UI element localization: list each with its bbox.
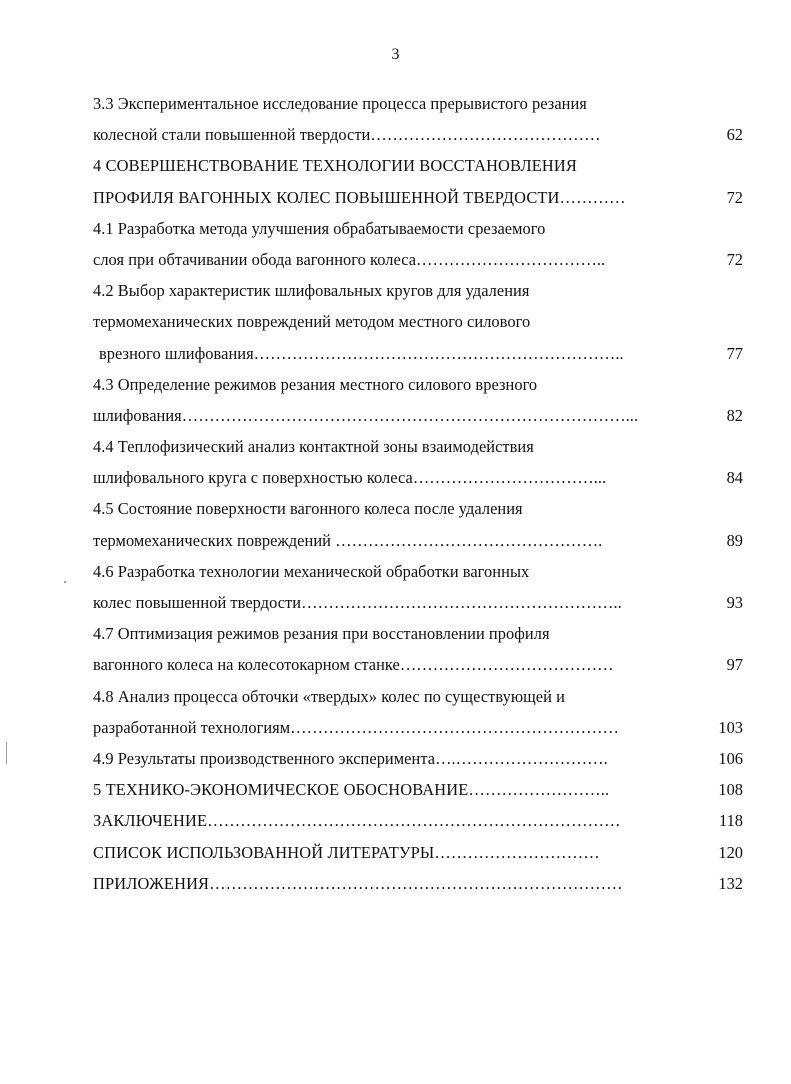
toc-line-text: 5 ТЕХНИКО-ЭКОНОМИЧЕСКОЕ ОБОСНОВАНИЕ…………………….. xyxy=(93,780,610,800)
toc-line-text: 4.8 Анализ процесса обточки «твердых» колес по существующей и xyxy=(93,686,565,706)
toc-line-page: 84 xyxy=(726,468,743,488)
toc-line xyxy=(93,150,743,181)
toc-line xyxy=(93,805,743,836)
toc-line xyxy=(93,244,743,275)
table-of-contents xyxy=(93,88,743,899)
toc-line-page: 97 xyxy=(726,655,743,675)
toc-line xyxy=(93,681,743,712)
toc-line xyxy=(93,774,743,805)
toc-line-text: термомеханических повреждений …………………………………………. xyxy=(93,530,603,550)
toc-line-page: 72 xyxy=(726,249,743,269)
toc-line-page: 103 xyxy=(718,717,743,737)
toc-line xyxy=(93,182,743,213)
toc-line xyxy=(93,525,743,556)
toc-line-text: 4.7 Оптимизация режимов резания при восстановлении профиля xyxy=(93,624,550,644)
toc-line xyxy=(93,462,743,493)
toc-line xyxy=(93,743,743,774)
scan-artifact xyxy=(6,742,7,764)
toc-line-text: врезного шлифования………………………………………………………….. xyxy=(99,343,624,363)
toc-line xyxy=(93,618,743,649)
scan-artifact xyxy=(64,581,66,583)
toc-line xyxy=(93,712,743,743)
toc-line-text: шлифования………………………………………………………………………... xyxy=(93,405,639,425)
toc-line-text: 4 СОВЕРШЕНСТВОВАНИЕ ТЕХНОЛОГИИ ВОССТАНОВЛЕНИЯ xyxy=(93,156,577,176)
toc-line-text: шлифовального круга с поверхностью колеса……………………………... xyxy=(93,468,607,488)
toc-line xyxy=(93,119,743,150)
page-number: 3 xyxy=(391,46,400,63)
toc-line xyxy=(93,431,743,462)
toc-line xyxy=(93,837,743,868)
toc-line-text: 4.9 Результаты производственного эксперимента….………………………. xyxy=(93,748,608,768)
toc-line-text: колесной стали повышенной твердости…………………………………… xyxy=(93,125,601,145)
toc-line xyxy=(93,587,743,618)
toc-line-text: вагонного колеса на колесотокарном станке………………………………… xyxy=(93,655,614,675)
toc-line xyxy=(93,213,743,244)
toc-line-text: ЗАКЛЮЧЕНИЕ………………………………………………………………… xyxy=(93,811,621,831)
toc-line-text: СПИСОК ИСПОЛЬЗОВАННОЙ ЛИТЕРАТУРЫ………………………… xyxy=(93,842,600,862)
toc-line-text: ПРОФИЛЯ ВАГОННЫХ КОЛЕС ПОВЫШЕННОЙ ТВЕРДОСТИ………… xyxy=(93,187,626,207)
toc-line xyxy=(93,275,743,306)
toc-line-text: 4.4 Теплофизический анализ контактной зоны взаимодействия xyxy=(93,437,534,457)
toc-line-text: 4.5 Состояние поверхности вагонного колеса после удаления xyxy=(93,499,523,519)
toc-line-page: 77 xyxy=(726,343,743,363)
toc-line xyxy=(93,868,743,899)
toc-line-text: колес повышенной твердости………………………………………………….. xyxy=(93,593,622,612)
toc-line xyxy=(93,493,743,524)
toc-line-text: термомеханических повреждений методом местного силового xyxy=(93,312,531,332)
toc-line-text: 4.2 Выбор характеристик шлифовальных кругов для удаления xyxy=(93,281,530,301)
toc-line-text: 3.3 Экспериментальное исследование процесса прерывистого резания xyxy=(93,94,587,113)
toc-line xyxy=(93,556,743,587)
toc-line-page: 93 xyxy=(726,593,743,612)
toc-line-text: 4.6 Разработка технологии механической обработки вагонных xyxy=(93,561,530,581)
toc-line-page: 106 xyxy=(718,748,743,768)
toc-line-page: 72 xyxy=(726,187,743,207)
toc-line xyxy=(93,338,743,369)
toc-line-text: разработанной технологиям…………………………………………………… xyxy=(93,717,619,737)
toc-line-text: ПРИЛОЖЕНИЯ………………………………………………………………… xyxy=(93,873,623,893)
toc-line xyxy=(93,649,743,680)
toc-line xyxy=(93,306,743,337)
toc-line-page: 132 xyxy=(718,873,743,893)
toc-line xyxy=(93,369,743,400)
toc-line-page: 89 xyxy=(726,530,743,550)
toc-line-text: слоя при обтачивании обода вагонного колеса…………………………….. xyxy=(93,249,606,269)
toc-line-page: 120 xyxy=(718,842,743,862)
toc-line-text: 4.3 Определение режимов резания местного силового врезного xyxy=(93,374,538,394)
toc-line-page: 82 xyxy=(726,405,743,425)
toc-line-page: 62 xyxy=(726,125,743,145)
toc-line xyxy=(93,400,743,431)
toc-line-page: 118 xyxy=(719,811,743,831)
toc-line-text: 4.1 Разработка метода улучшения обрабатываемости срезаемого xyxy=(93,218,546,238)
toc-line xyxy=(93,88,743,119)
toc-line-page: 108 xyxy=(718,780,743,800)
